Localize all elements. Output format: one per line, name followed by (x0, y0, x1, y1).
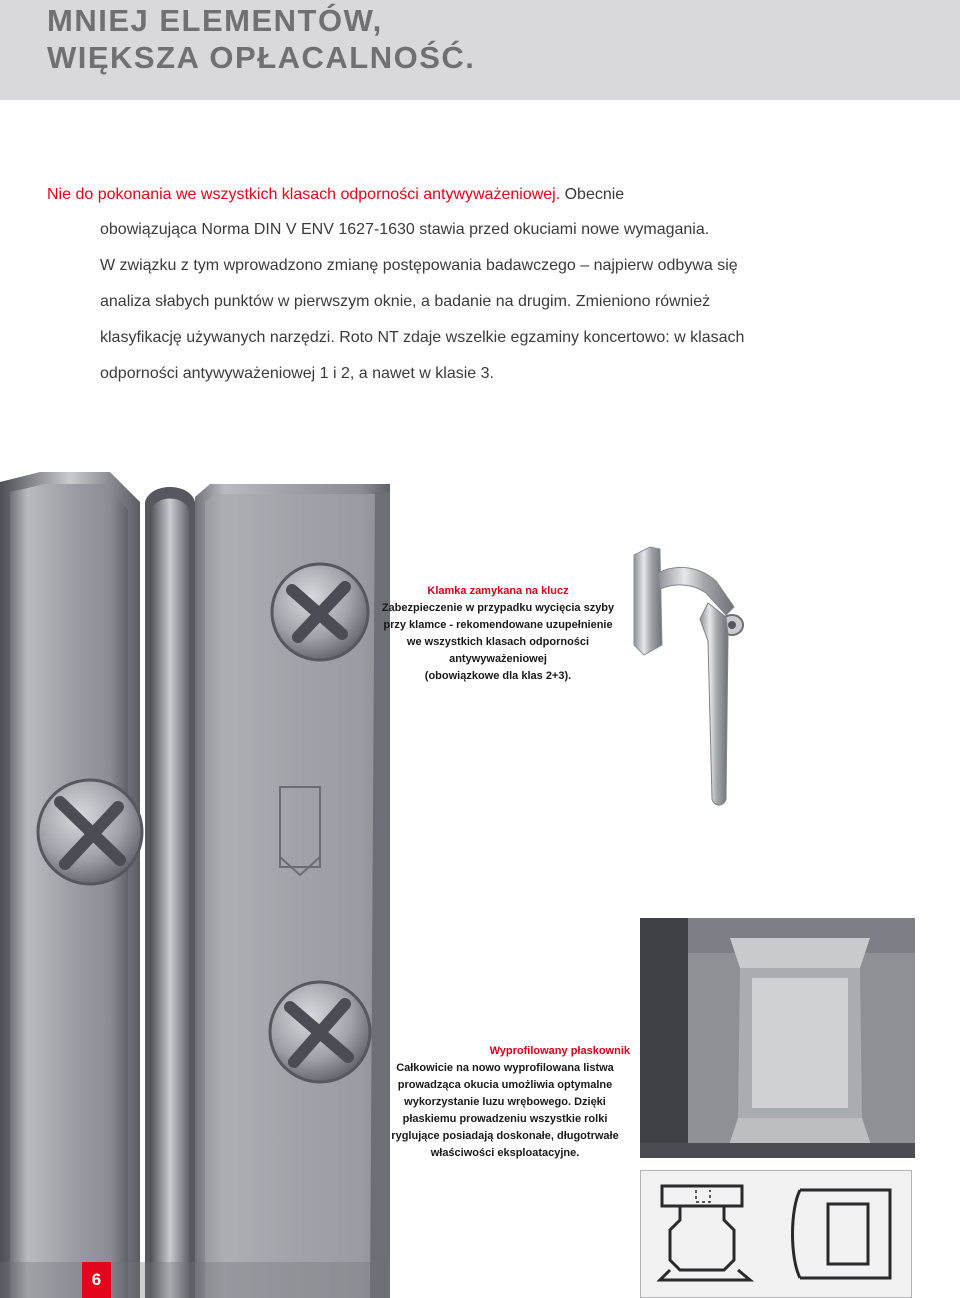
handle-caption-line: antywyważeniowej (449, 653, 547, 665)
window-handle-photo (630, 545, 760, 810)
page-title-line-2: WIĘKSZA OPŁACALNOŚĆ. (47, 40, 476, 75)
intro-line-1 (47, 186, 624, 204)
intro-line-2: obowiązująca Norma DIN V ENV 1627-1630 stawia przed okuciami nowe wymagania. (100, 221, 710, 238)
intro-line-5: klasyfikację używanych narzędzi. Roto NT zdaje wszelkie egzaminy koncertowo: w klasach (100, 329, 745, 346)
page-title (47, 2, 475, 76)
profile-drawing (640, 1170, 912, 1298)
handle-caption (370, 583, 626, 685)
faceplate-caption-line: wykorzystanie luzu wrębowego. Dzięki (404, 1096, 606, 1108)
intro-line-4: analiza słabych punktów w pierwszym oknie, a badanie na drugim. Zmieniono również (100, 293, 711, 310)
handle-caption-line: przy klamce - rekomendowane uzupełnienie (383, 619, 613, 631)
faceplate-caption (380, 1043, 630, 1162)
hinge-photo (0, 472, 390, 1298)
handle-caption-title: Klamka zamykana na klucz (427, 585, 569, 597)
handle-caption-line: we wszystkich klasach odporności (406, 636, 590, 648)
faceplate-caption-line: płaskiemu prowadzeniu wszystkie rolki (402, 1113, 608, 1125)
handle-caption-line: Zabezpieczenie w przypadku wycięcia szyby (381, 602, 615, 614)
handle-caption-line: (obowiązkowe dla klas 2+3). (424, 670, 572, 682)
faceplate-caption-title: Wyprofilowany płaskownik (489, 1045, 630, 1057)
faceplate-caption-line: prowadząca okucia umożliwia optymalne (397, 1079, 613, 1091)
intro-red-lead: Nie do pokonania we wszystkich klasach odporności antywyważeniowej. (47, 186, 561, 203)
page-title-line-1: MNIEJ ELEMENTÓW, (47, 3, 383, 38)
faceplate-caption-line: Całkowicie na nowo wyprofilowana listwa (396, 1062, 614, 1074)
intro-line-6: odporności antywyważeniowej 1 i 2, a nawet w klasie 3. (100, 365, 494, 382)
intro-line-1-rest: Obecnie (560, 186, 625, 203)
intro-line-3: W związku z tym wprowadzono zmianę postępowania badawczego – najpierw odbywa się (100, 257, 738, 274)
page-number: 6 (82, 1262, 111, 1298)
faceplate-caption-line: właściwości eksploatacyjne. (430, 1147, 580, 1159)
faceplate-photo (640, 918, 915, 1158)
faceplate-caption-line: ryglujące posiadają doskonałe, długotrwałe (391, 1130, 619, 1142)
